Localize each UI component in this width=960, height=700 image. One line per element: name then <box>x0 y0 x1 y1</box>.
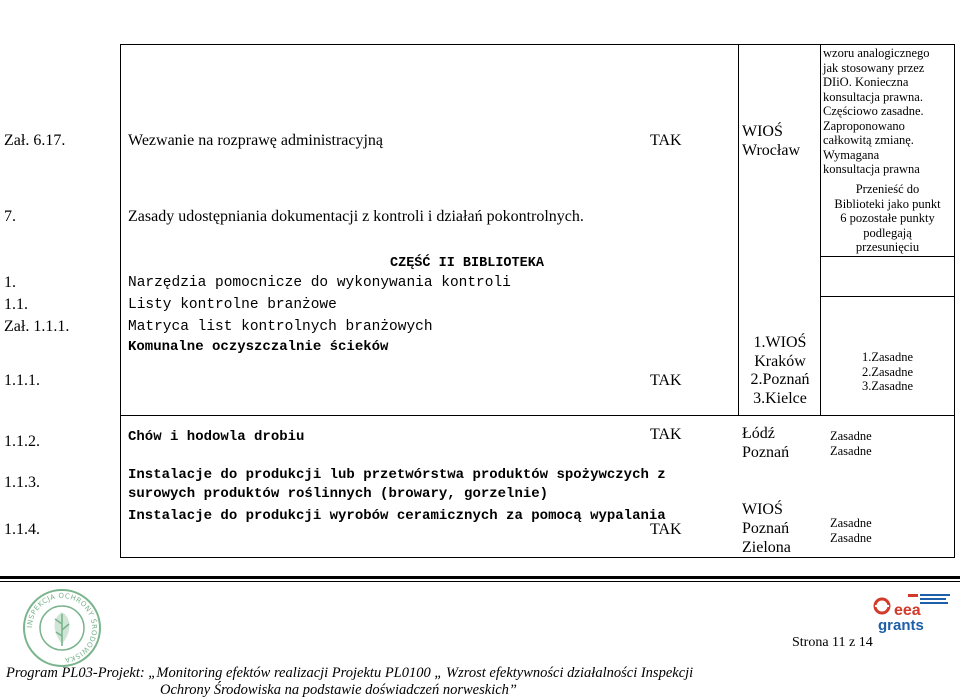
remark-line: wzoru analogicznego <box>823 46 930 60</box>
remark-line: Częściowo zasadne. <box>823 104 924 118</box>
row-remark: Zasadne <box>830 429 872 443</box>
eea-grants-logo <box>872 592 956 636</box>
remark-line: konsultacja prawna. <box>823 89 923 104</box>
row-unit: WIOŚ <box>742 501 783 518</box>
remark-line: 3.Zasadne <box>861 379 914 393</box>
remark-line: przesunięciu <box>855 240 920 254</box>
remark-line: całkowitą zmianę. <box>823 133 914 147</box>
table-border-top <box>120 44 955 45</box>
table-border-left <box>120 44 121 558</box>
grants-text: grants <box>878 617 924 634</box>
table-border-mid1 <box>738 44 739 416</box>
unit-line: Kraków <box>754 352 806 370</box>
row-number: Zał. 1.1.1. <box>4 318 70 335</box>
remark-line: jak stosowany przez <box>823 60 925 75</box>
row-name: Instalacje do produkcji lub przetwórstwa produktów spożywczych z <box>128 467 666 483</box>
row-tak: TAK <box>650 372 682 389</box>
row-number: 1.1.4. <box>4 521 40 538</box>
unit-line: 2.Poznań <box>750 371 810 388</box>
row-name: Listy kontrolne branżowe <box>128 297 337 313</box>
row-unit: Łódź <box>742 425 775 442</box>
remark-line: podlegają <box>863 225 912 240</box>
remark-line: Przenieść do <box>855 182 920 196</box>
eea-text: eea <box>894 602 921 619</box>
row-tak: TAK <box>650 426 682 443</box>
remark-line: 1.Zasadne <box>861 350 914 364</box>
row-unit: Wrocław <box>742 142 800 159</box>
unit-line: 1.WIOŚ <box>753 334 807 351</box>
row-number: 7. <box>4 208 16 225</box>
part-title: CZĘŚĆ II BIBLIOTEKA <box>390 256 544 271</box>
row-number: 1.1.2. <box>4 433 40 450</box>
row-number: Zał. 6.17. <box>4 132 66 149</box>
page-number: Strona 11 z 14 <box>792 635 873 650</box>
row-remark: Zasadne <box>830 444 872 458</box>
table-divider-a <box>820 256 955 257</box>
row-name: Zasady udostępniania dokumentacji z kontroli i działań pokontrolnych. <box>128 208 584 225</box>
row-number: 1. <box>4 274 16 291</box>
row-remarks <box>822 350 953 394</box>
row-unit: WIOŚ <box>742 123 783 140</box>
row-units <box>740 334 820 408</box>
row-name: Komunalne oczyszczalnie ścieków <box>128 339 389 355</box>
row-number: 1.1.1. <box>4 372 40 389</box>
row-name: Narzędzia pomocnicze do wykonywania kontroli <box>128 275 511 291</box>
remark-line: Biblioteki jako punkt <box>834 196 941 211</box>
remark-line: konsultacja prawna <box>823 162 920 176</box>
ios-logo <box>22 588 102 668</box>
row-remark: Zasadne <box>830 516 872 530</box>
program-line-1: Program PL03-Projekt: „Monitoring efektów realizacji Projektu PL0100 „ Wzrost efektywności działalności Inspekcji <box>6 665 694 681</box>
table-divider-b <box>820 296 955 297</box>
row-name: Chów i hodowla drobiu <box>128 429 305 445</box>
table-border-right <box>954 44 955 558</box>
remark-line: Zaproponowano <box>823 118 905 133</box>
row-number: 1.1.3. <box>4 474 40 491</box>
row-number: 1.1. <box>4 296 28 313</box>
footer-rule <box>0 576 960 579</box>
remarks-move <box>821 182 954 255</box>
remark-line: 6 pozostałe punkty <box>840 211 935 225</box>
row-unit: Poznań <box>742 520 790 537</box>
program-line-2: Ochrony Środowiska na podstawie doświadczeń norweskich” <box>160 682 517 698</box>
remarks-top <box>823 46 953 177</box>
footer-rule-thin <box>0 581 960 582</box>
row-name: surowych produktów roślinnych (browary, gorzelnie) <box>128 486 549 502</box>
svg-text:INSPEKCJA OCHRONY ŚRODOWISKA: INSPEKCJA OCHRONY ŚRODOWISKA <box>25 591 99 664</box>
remark-line: DIiO. Konieczna <box>823 75 909 89</box>
table-border-bottom <box>120 557 955 558</box>
row-unit: Poznań <box>742 444 790 461</box>
row-tak: TAK <box>650 132 682 149</box>
unit-line: 3.Kielce <box>753 389 807 407</box>
row-unit: Zielona <box>742 539 791 556</box>
row-name: Matryca list kontrolnych branżowych <box>128 319 433 335</box>
remark-line: Wymagana <box>823 147 880 162</box>
row-tak: TAK <box>650 521 682 538</box>
row-name: Wezwanie na rozprawę administracyjną <box>128 132 384 149</box>
row-remark: Zasadne <box>830 531 872 545</box>
row-name: Instalacje do produkcji wyrobów ceramicznych za pomocą wypalania <box>128 508 666 524</box>
remark-line: 2.Zasadne <box>861 364 914 379</box>
table-divider-c <box>120 415 955 416</box>
